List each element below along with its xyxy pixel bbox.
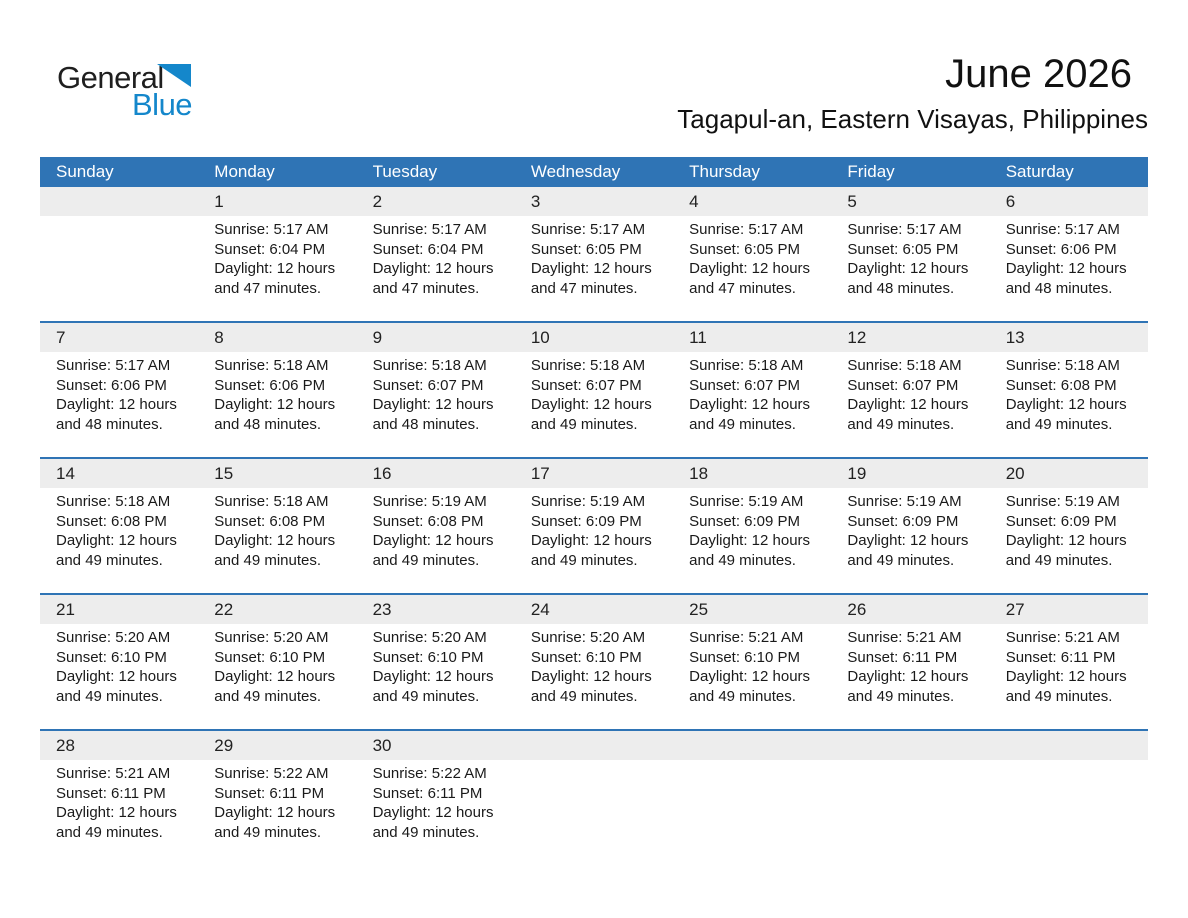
- day-details: [214, 492, 350, 570]
- day-details: [1006, 492, 1142, 570]
- logo-text-blue: Blue: [132, 87, 193, 122]
- weekday-header-sunday: Sunday: [56, 162, 114, 181]
- daylight-text-line1: Daylight: 12 hours: [1005, 260, 1127, 277]
- daylight-text-line1: Daylight: 12 hours: [372, 668, 494, 685]
- daylight-text-line1: Daylight: 12 hours: [530, 260, 652, 277]
- sunset-text: Sunset: 6:11 PM: [214, 784, 325, 802]
- sunrise-text: Sunrise: 5:19 AM: [847, 493, 962, 510]
- sunset-text: Sunset: 6:04 PM: [372, 240, 484, 258]
- day-cell-29: [198, 731, 356, 865]
- day-details: [531, 628, 667, 706]
- sunrise-text: Sunrise: 5:19 AM: [372, 493, 487, 510]
- sunset-text: Sunset: 6:07 PM: [847, 376, 959, 394]
- daylight-text-line2: and 49 minutes.: [689, 687, 796, 705]
- day-details: [373, 356, 509, 434]
- daylight-text-line1: Daylight: 12 hours: [530, 532, 652, 549]
- sunrise-text: Sunrise: 5:20 AM: [530, 629, 646, 646]
- sunrise-text: Sunrise: 5:18 AM: [847, 357, 962, 374]
- sunset-text: Sunset: 6:10 PM: [530, 648, 642, 666]
- daylight-text-line2: and 48 minutes.: [1005, 279, 1113, 297]
- sunrise-text: Sunrise: 5:18 AM: [56, 493, 171, 510]
- sunrise-text: Sunrise: 5:20 AM: [214, 629, 329, 646]
- sunset-text: Sunset: 6:09 PM: [847, 512, 959, 530]
- sunrise-text: Sunrise: 5:18 AM: [530, 357, 646, 374]
- empty-day-cell: [515, 731, 673, 865]
- daylight-text-line1: Daylight: 12 hours: [847, 668, 969, 685]
- sunrise-text: Sunrise: 5:21 AM: [689, 629, 804, 646]
- daylight-text-line2: and 49 minutes.: [530, 687, 638, 705]
- empty-day-cell: [673, 731, 831, 865]
- daylight-text-line2: and 48 minutes.: [372, 415, 480, 433]
- daylight-text-line2: and 49 minutes.: [1005, 415, 1113, 433]
- sunset-text: Sunset: 6:11 PM: [56, 784, 166, 802]
- sunset-text: Sunset: 6:10 PM: [56, 648, 167, 666]
- day-number: 16: [372, 464, 392, 483]
- day-number: 20: [1005, 464, 1025, 483]
- day-number: 26: [847, 600, 867, 619]
- empty-day-cell: [40, 187, 198, 321]
- day-cell-20: [990, 459, 1148, 593]
- daylight-text-line1: Daylight: 12 hours: [689, 532, 811, 549]
- day-cell-8: [198, 323, 356, 457]
- day-number: 8: [214, 328, 224, 347]
- day-cell-9: [357, 323, 515, 457]
- day-number: 7: [56, 328, 66, 347]
- sunset-text: Sunset: 6:09 PM: [530, 512, 642, 530]
- week-row: [40, 321, 1148, 457]
- day-details: [689, 220, 825, 298]
- day-number: 27: [1005, 600, 1025, 619]
- day-cell-15: [198, 459, 356, 593]
- sunrise-text: Sunrise: 5:17 AM: [1005, 221, 1120, 238]
- sunset-text: Sunset: 6:08 PM: [372, 512, 484, 530]
- daylight-text-line1: Daylight: 12 hours: [689, 260, 811, 277]
- day-number: 15: [214, 464, 234, 483]
- day-details: [214, 356, 350, 434]
- daylight-text-line2: and 49 minutes.: [56, 823, 163, 841]
- daylight-text-line1: Daylight: 12 hours: [214, 532, 336, 549]
- day-details: [373, 220, 509, 298]
- day-number: 3: [530, 192, 541, 211]
- day-cell-10: [515, 323, 673, 457]
- sunset-text: Sunset: 6:08 PM: [56, 512, 167, 530]
- sunset-text: Sunset: 6:08 PM: [214, 512, 326, 530]
- sunset-text: Sunset: 6:05 PM: [689, 240, 801, 258]
- sunrise-text: Sunrise: 5:17 AM: [530, 221, 646, 238]
- day-number: 6: [1005, 192, 1016, 211]
- sunrise-text: Sunrise: 5:22 AM: [372, 765, 487, 782]
- day-cell-11: [673, 323, 831, 457]
- day-cell-25: [673, 595, 831, 729]
- day-cell-30: [357, 731, 515, 865]
- daylight-text-line1: Daylight: 12 hours: [1005, 532, 1127, 549]
- day-details: [847, 628, 983, 706]
- sunrise-text: Sunrise: 5:20 AM: [372, 629, 487, 646]
- sunrise-text: Sunrise: 5:19 AM: [689, 493, 804, 510]
- day-number: 13: [1005, 328, 1025, 347]
- sunset-text: Sunset: 6:05 PM: [847, 240, 959, 258]
- day-details: [531, 492, 667, 570]
- daylight-text-line1: Daylight: 12 hours: [56, 396, 177, 413]
- daylight-text-line1: Daylight: 12 hours: [372, 396, 494, 413]
- daylight-text-line1: Daylight: 12 hours: [530, 396, 652, 413]
- day-number: 28: [56, 736, 75, 755]
- daylight-text-line2: and 49 minutes.: [372, 823, 480, 841]
- daylight-text-line2: and 49 minutes.: [214, 823, 322, 841]
- sunset-text: Sunset: 6:07 PM: [530, 376, 642, 394]
- sunset-text: Sunset: 6:08 PM: [1005, 376, 1117, 394]
- daylight-text-line1: Daylight: 12 hours: [372, 804, 494, 821]
- general-blue-logo: [57, 60, 207, 120]
- day-cell-2: [357, 187, 515, 321]
- daylight-text-line2: and 49 minutes.: [530, 415, 638, 433]
- day-cell-6: [990, 187, 1148, 321]
- day-details: [56, 492, 192, 570]
- daylight-text-line2: and 49 minutes.: [372, 687, 480, 705]
- day-cell-4: [673, 187, 831, 321]
- sunset-text: Sunset: 6:10 PM: [214, 648, 326, 666]
- month-title: June 2026: [945, 52, 1132, 96]
- sunset-text: Sunset: 6:09 PM: [1005, 512, 1117, 530]
- week-row: [40, 187, 1148, 321]
- day-details: [56, 356, 192, 434]
- sunrise-text: Sunrise: 5:17 AM: [372, 221, 487, 238]
- daylight-text-line1: Daylight: 12 hours: [847, 396, 969, 413]
- daylight-text-line2: and 49 minutes.: [847, 551, 955, 569]
- day-cell-21: [40, 595, 198, 729]
- daylight-text-line1: Daylight: 12 hours: [56, 804, 177, 821]
- daylight-text-line2: and 47 minutes.: [530, 279, 638, 297]
- empty-day-cell: [831, 731, 989, 865]
- daylight-text-line2: and 48 minutes.: [214, 415, 322, 433]
- daylight-text-line1: Daylight: 12 hours: [56, 668, 177, 685]
- day-number: 24: [530, 600, 550, 619]
- daylight-text-line1: Daylight: 12 hours: [214, 396, 336, 413]
- sunset-text: Sunset: 6:11 PM: [847, 648, 958, 666]
- day-details: [531, 356, 667, 434]
- day-cell-16: [357, 459, 515, 593]
- daylight-text-line2: and 49 minutes.: [847, 415, 955, 433]
- title-block: [677, 52, 1148, 135]
- daylight-text-line1: Daylight: 12 hours: [689, 668, 811, 685]
- day-details: [847, 492, 983, 570]
- day-cell-27: [990, 595, 1148, 729]
- day-cell-12: [831, 323, 989, 457]
- day-number: 30: [372, 736, 392, 755]
- page-header: [0, 0, 1188, 157]
- day-number: 21: [56, 600, 75, 619]
- week-row: [40, 457, 1148, 593]
- sunrise-text: Sunrise: 5:17 AM: [56, 357, 171, 374]
- day-number: 18: [689, 464, 709, 483]
- day-cell-7: [40, 323, 198, 457]
- sunset-text: Sunset: 6:07 PM: [372, 376, 484, 394]
- sunrise-text: Sunrise: 5:21 AM: [1005, 629, 1120, 646]
- daylight-text-line1: Daylight: 12 hours: [372, 260, 494, 277]
- day-cell-22: [198, 595, 356, 729]
- daylight-text-line2: and 49 minutes.: [689, 415, 796, 433]
- sunrise-text: Sunrise: 5:22 AM: [214, 765, 329, 782]
- sunset-text: Sunset: 6:06 PM: [56, 376, 167, 394]
- sunrise-text: Sunrise: 5:20 AM: [56, 629, 171, 646]
- daylight-text-line1: Daylight: 12 hours: [847, 260, 969, 277]
- daylight-text-line2: and 47 minutes.: [214, 279, 322, 297]
- daylight-text-line2: and 48 minutes.: [56, 415, 163, 433]
- daylight-text-line2: and 49 minutes.: [1005, 687, 1113, 705]
- day-number: 22: [214, 600, 234, 619]
- day-details: [214, 220, 350, 298]
- sunset-text: Sunset: 6:11 PM: [372, 784, 483, 802]
- daylight-text-line1: Daylight: 12 hours: [689, 396, 811, 413]
- daylight-text-line2: and 49 minutes.: [214, 551, 322, 569]
- daylight-text-line2: and 49 minutes.: [1005, 551, 1113, 569]
- sunrise-text: Sunrise: 5:17 AM: [214, 221, 329, 238]
- day-details: [373, 628, 509, 706]
- sunrise-text: Sunrise: 5:18 AM: [372, 357, 487, 374]
- day-number: 23: [372, 600, 392, 619]
- day-cell-14: [40, 459, 198, 593]
- weekday-header-saturday: Saturday: [1005, 162, 1074, 181]
- sunset-text: Sunset: 6:10 PM: [372, 648, 484, 666]
- logo-triangle-icon: [157, 64, 191, 87]
- day-cell-3: [515, 187, 673, 321]
- day-cell-17: [515, 459, 673, 593]
- weekday-header-friday: Friday: [847, 162, 895, 181]
- sunrise-text: Sunrise: 5:21 AM: [847, 629, 962, 646]
- day-details: [847, 356, 983, 434]
- day-details: [373, 764, 509, 842]
- sunset-text: Sunset: 6:07 PM: [689, 376, 801, 394]
- day-number: 4: [689, 192, 699, 211]
- weekday-header-thursday: Thursday: [689, 162, 761, 181]
- daylight-text-line1: Daylight: 12 hours: [847, 532, 969, 549]
- day-cell-1: [198, 187, 356, 321]
- day-number: 9: [372, 328, 383, 347]
- calendar-grid: [40, 187, 1148, 865]
- day-details: [1006, 220, 1142, 298]
- day-details: [56, 764, 192, 842]
- daylight-text-line2: and 47 minutes.: [372, 279, 480, 297]
- weekday-header-wednesday: Wednesday: [530, 162, 621, 181]
- sunrise-text: Sunrise: 5:17 AM: [847, 221, 962, 238]
- day-details: [1006, 628, 1142, 706]
- weekday-header-row: [40, 157, 1148, 187]
- sunrise-text: Sunrise: 5:18 AM: [214, 357, 329, 374]
- day-number: 10: [530, 328, 550, 347]
- week-row: [40, 729, 1148, 865]
- daylight-text-line2: and 47 minutes.: [689, 279, 796, 297]
- day-number: 1: [214, 192, 224, 211]
- day-number: 17: [530, 464, 550, 483]
- daylight-text-line1: Daylight: 12 hours: [530, 668, 652, 685]
- sunset-text: Sunset: 6:09 PM: [689, 512, 801, 530]
- day-number: 11: [689, 328, 707, 347]
- day-cell-19: [831, 459, 989, 593]
- day-number: 29: [214, 736, 234, 755]
- empty-day-cell: [990, 731, 1148, 865]
- sunrise-text: Sunrise: 5:19 AM: [1005, 493, 1120, 510]
- sunrise-text: Sunrise: 5:19 AM: [530, 493, 646, 510]
- daylight-text-line2: and 49 minutes.: [214, 687, 322, 705]
- day-number: 25: [689, 600, 709, 619]
- sunset-text: Sunset: 6:10 PM: [689, 648, 801, 666]
- weekday-header-tuesday: Tuesday: [372, 162, 438, 181]
- day-details: [689, 628, 825, 706]
- sunset-text: Sunset: 6:06 PM: [214, 376, 326, 394]
- sunrise-text: Sunrise: 5:17 AM: [689, 221, 804, 238]
- daylight-text-line2: and 49 minutes.: [530, 551, 638, 569]
- day-cell-13: [990, 323, 1148, 457]
- day-details: [1006, 356, 1142, 434]
- daylight-text-line2: and 49 minutes.: [56, 551, 163, 569]
- sunset-text: Sunset: 6:05 PM: [530, 240, 642, 258]
- sunrise-text: Sunrise: 5:18 AM: [689, 357, 804, 374]
- location-subtitle: Tagapul-an, Eastern Visayas, Philippines: [677, 104, 1148, 134]
- day-details: [56, 628, 192, 706]
- daylight-text-line2: and 49 minutes.: [372, 551, 480, 569]
- daylight-text-line2: and 49 minutes.: [847, 687, 955, 705]
- daylight-text-line2: and 48 minutes.: [847, 279, 955, 297]
- sunset-text: Sunset: 6:04 PM: [214, 240, 326, 258]
- daylight-text-line1: Daylight: 12 hours: [214, 804, 336, 821]
- day-cell-5: [831, 187, 989, 321]
- day-details: [689, 492, 825, 570]
- daylight-text-line2: and 49 minutes.: [689, 551, 796, 569]
- daylight-text-line1: Daylight: 12 hours: [214, 668, 336, 685]
- day-number: 12: [847, 328, 867, 347]
- daylight-text-line2: and 49 minutes.: [56, 687, 163, 705]
- day-cell-24: [515, 595, 673, 729]
- day-cell-28: [40, 731, 198, 865]
- daylight-text-line1: Daylight: 12 hours: [56, 532, 177, 549]
- sunset-text: Sunset: 6:06 PM: [1005, 240, 1117, 258]
- logo-text-general: General: [57, 60, 164, 95]
- weekday-header-monday: Monday: [214, 162, 275, 181]
- daylight-text-line1: Daylight: 12 hours: [1005, 396, 1127, 413]
- day-cell-18: [673, 459, 831, 593]
- sunrise-text: Sunrise: 5:21 AM: [56, 765, 171, 782]
- week-row: [40, 593, 1148, 729]
- day-details: [214, 628, 350, 706]
- sunrise-text: Sunrise: 5:18 AM: [214, 493, 329, 510]
- day-details: [373, 492, 509, 570]
- day-number: 2: [372, 192, 383, 211]
- day-details: [847, 220, 983, 298]
- daylight-text-line1: Daylight: 12 hours: [214, 260, 336, 277]
- day-cell-23: [357, 595, 515, 729]
- day-details: [689, 356, 825, 434]
- day-number: 19: [847, 464, 867, 483]
- day-details: [214, 764, 350, 842]
- day-number: 14: [56, 464, 75, 483]
- day-number: 5: [847, 192, 857, 211]
- sunrise-text: Sunrise: 5:18 AM: [1005, 357, 1120, 374]
- day-cell-26: [831, 595, 989, 729]
- sunset-text: Sunset: 6:11 PM: [1005, 648, 1116, 666]
- daylight-text-line1: Daylight: 12 hours: [1005, 668, 1127, 685]
- daylight-text-line1: Daylight: 12 hours: [372, 532, 494, 549]
- day-details: [531, 220, 667, 298]
